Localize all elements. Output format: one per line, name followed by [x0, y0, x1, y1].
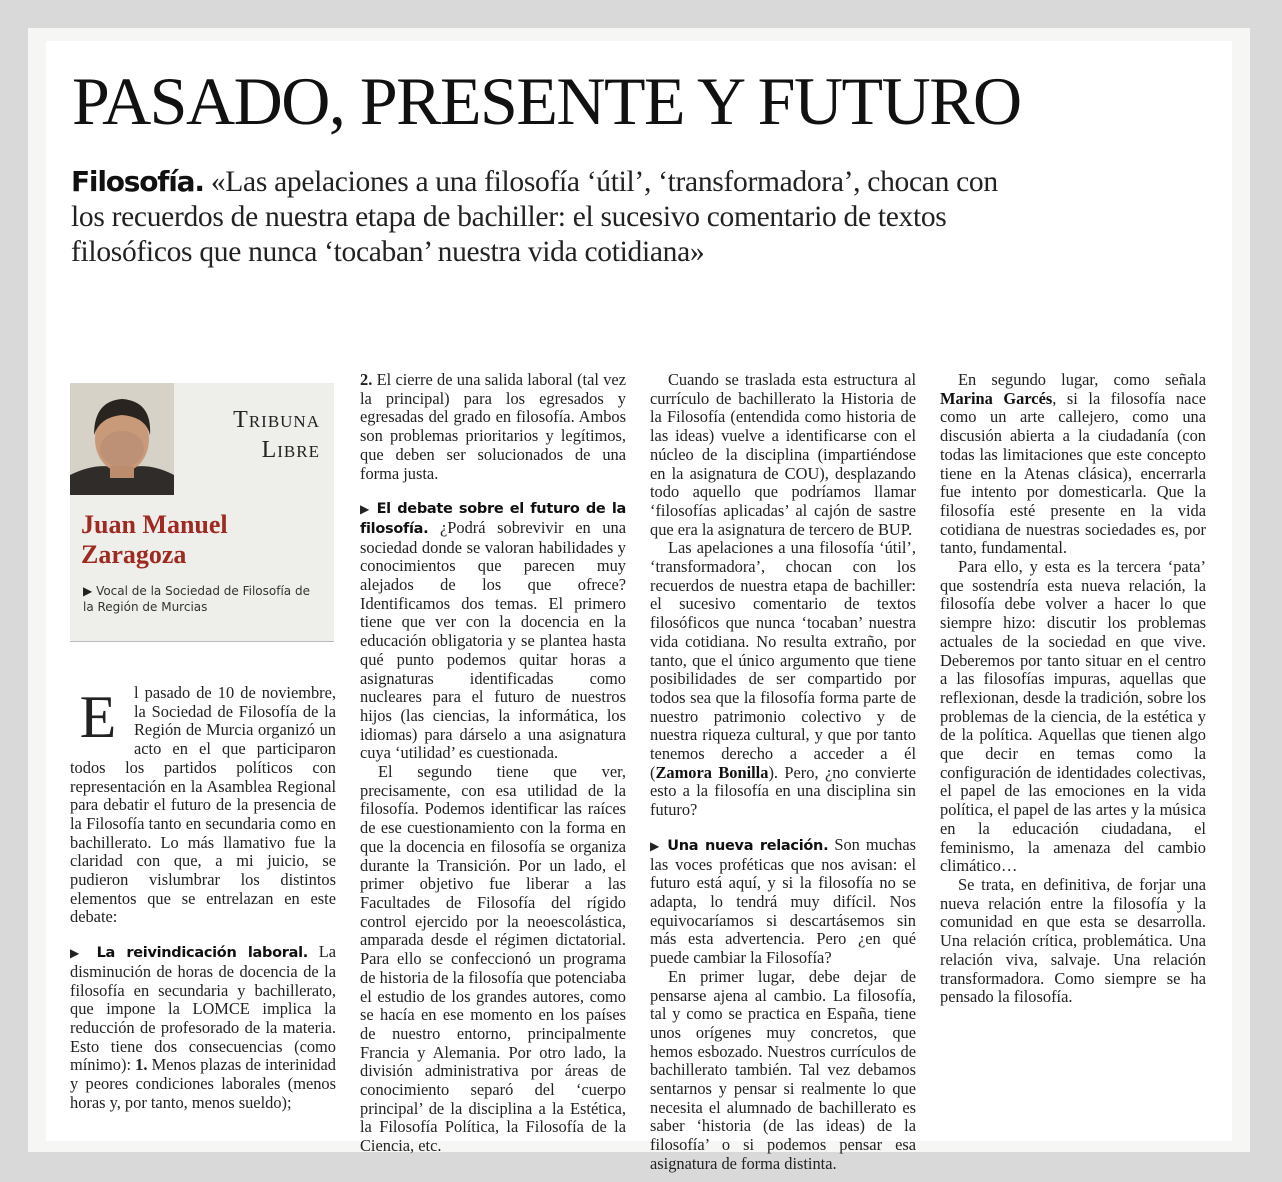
column-4 — [940, 371, 1206, 1007]
section-label-line2: Libre — [261, 437, 320, 463]
paragraph-7 — [650, 836, 916, 968]
author-role-text: Vocal de la Sociedad de Filosofía de la Región de Murcias — [83, 584, 310, 614]
column-2 — [360, 371, 626, 1156]
paragraph-11: Se trata, en definitiva, de forjar una nueva relación entre la filosofía y la comunidad en que esta se desarrolla. Una relación crítica, problemática. Una relación viva, salvaje. Una relación transformadora. Como siempre se ha pensado la filosofía. — [940, 874, 1206, 1007]
paragraph-3-text: ¿Podrá sobrevivir en una sociedad donde se valoran habilidades y conocimientos que parecen muy alejados de los que ofrece? Identificamos dos temas. El primero tiene que ver con la docencia en la educación obligatoria y se plantea hasta qué punto podemos quitar horas a asignaturas identificadas como nucleares para el futuro de nuestros hijos (las ciencias, la informática, los idiomas) para dárselo a una asignatura cuya ‘utilidad’ es cuestionada. — [360, 517, 626, 763]
paragraph-4: El segundo tiene que ver, precisamente, con esa utilidad de la filosofía. Podemos identificar las raíces de ese cuestionamiento con la forma en que la docencia en filosofía se organiza durante la Transición. Por un lado, el primer objetivo fue liberar a las Facultades de Filosofía del rígido control ejercido por la neoescolástica, amparada desde el régimen dictatorial. Para ello se confeccionó un programa de historia de la filosofía que potenciaba el estudio de los grandes autores, como se hacía en ese momento en los países de nuestro entorno, principalmente Francia y Alemania. Por otro lado, la división administrativa por áreas de conocimiento separó del ‘cuerpo principal’ de la disciplina a la Estética, la Filosofía Política, la Filosofía de la Ciencia, etc. — [360, 762, 626, 1156]
column-3 — [650, 371, 916, 1174]
arrow-right-icon: ▶ — [70, 946, 86, 961]
column-1 — [70, 684, 336, 1112]
paragraph-9 — [940, 371, 1206, 558]
subheading-2: El debate sobre el futuro de la filosofía. — [360, 501, 626, 537]
author-photo — [70, 383, 174, 495]
paragraph-2-cont — [360, 371, 626, 483]
drop-cap: E — [79, 684, 117, 750]
headline: PASADO, PRESENTE Y FUTURO — [72, 63, 1021, 139]
paragraph-9-text-b: , si la filosofía nace como un arte callejero, como una discusión abierta a la ciudadanía (con todas las limitaciones que este concepto tiene en la Atenas clásica), encerrarla fue intento por domesticarla. Que la filosofía esté presente en la vida cotidiana de nuestras sociedades es, por tanto, fundamental. — [940, 388, 1206, 558]
paragraph-2-text: La disminución de horas de docencia de la filosofía en secundaria y bachillerato, que impone la LOMCE implica la reducción de profesorado de la materia. Esto tiene dos consecuencias (como mínimo): — [70, 942, 336, 1075]
paragraph-10: Para ello, y esta es la tercera ‘pata’ que sostendría esta nueva relación, la filosofía debe volver a hacer lo que siempre hizo: discutir los problemas actuales de la sociedad en que vive. Deberemos por tanto situar en el centro a las filosofías impuras, aquellas que reflexionan, desde la tradición, sobre los problemas de la ciencia, de la estética y de la política. Aquellas que tienen algo que decir en temas como la configuración de identidades colectivas, el papel de las emociones en la vida política, el papel de las artes y la música en la educación ciudadana, el feminismo, la amenaza del cambio climático… — [940, 557, 1206, 876]
paragraph-7-text: Son muchas las voces proféticas que nos avisan: el futuro está aquí, y si la filosofía no se adapta, lo tendrá muy difícil. Nos equivocaríamos si descartásemos sin más esta advertencia. Pero ¿en qué puede cambiar la Filosofía? — [650, 834, 916, 968]
section-label-line1: Tribuna — [233, 407, 320, 433]
deck-quote — [71, 164, 1001, 270]
author-name-line2: Zaragoza — [81, 540, 187, 569]
paragraph-3 — [360, 499, 626, 763]
list-number-1: 1. — [135, 1055, 148, 1075]
list-number-2: 2. — [360, 370, 373, 389]
author-name-line1: Juan Manuel — [81, 510, 228, 539]
paragraph-8: En primer lugar, debe dejar de pensarse ajena al cambio. La filosofía, tal y como se practica en España, tiene unos orígenes muy concretos, que hemos esbozado. Nuestros currículos de bachillerato también. Tal vez debamos sentarnos y pensar si realmente lo que necesita el alumnado de bachillerato es saber ‘historia (de las ideas) de la filosofía’ o si podemos pensar esa asignatura de forma distinta. — [650, 966, 916, 1173]
author-role — [83, 583, 323, 615]
arrow-right-icon: ▶ — [650, 838, 662, 853]
author-name — [81, 510, 228, 570]
arrow-right-icon: ▶ — [360, 502, 371, 517]
section-label — [214, 405, 320, 465]
paragraph-6-text: Las apelaciones a una filosofía ‘útil’, ‘transformadora’, chocan con los recuerdos de nuestra etapa de bachiller: el sucesivo comentario de textos filosóficos que nunca ‘tocaban’ nuestra vida cotidiana. No resulta extraño, por tanto, que el único argumento que tiene posibilidades de ser compartido por todos sea que la filosofía forma parte de nuestro patrimonio colectivo y de nuestra riqueza cultural, y que por tanto tenemos derecho a acceder a él ( — [650, 538, 916, 782]
subheading-3: Una nueva relación. — [667, 837, 829, 854]
cited-name-garces: Marina Garcés — [940, 388, 1053, 408]
subheading-1: La reivindicación laboral. — [96, 945, 308, 962]
paragraph-6 — [650, 539, 916, 820]
byline-box — [70, 383, 334, 642]
arrow-right-icon: ▶ — [83, 584, 93, 598]
paragraph-1: l pasado de 10 de noviembre, la Sociedad de Filosofía de la Región de Murcia organizó un acto en el que participaron todos los partidos políticos con representación en la Asamblea Regional para debatir el futuro de la presencia de la Filosofía tanto en secundaria como en bachillerato. Lo más llamativo fue la claridad con que, a mi juicio, se pudieron vislumbrar los distintos elementos que se entrelazan en este debate: — [70, 683, 336, 927]
deck-text: «Las apelaciones a una filosofía ‘útil’, ‘transformadora’, chocan con los recuerdos de nuestra etapa de bachiller: el sucesivo comentario de textos filosóficos que nunca ‘tocaban’ nuestra vida cotidiana» — [71, 166, 998, 268]
cited-name-zamora: Zamora Bonilla — [655, 762, 769, 782]
paragraph-6-text-b: ). Pero, ¿no convierte esto a la filosofía en una disciplina sin futuro? — [650, 762, 916, 820]
paragraph-2-text-c: El cierre de una salida laboral (tal vez la principal) para los egresados y egresadas del grado en filosofía. Ambos son problemas prioritarios y legítimos, que deben ser solucionados de una forma justa. — [360, 370, 626, 483]
paragraph-2-text-b: Menos plazas de interinidad y peores condiciones laborales (menos horas y, por tanto, menos sueldo); — [70, 1055, 336, 1112]
article — [46, 41, 1232, 1173]
deck-lead: Filosofía. — [71, 165, 204, 198]
newspaper-page — [28, 28, 1250, 1173]
paragraph-2 — [70, 943, 336, 1112]
paragraph-9-text: En segundo lugar, como señala — [958, 370, 1206, 389]
paragraph-5: Cuando se traslada esta estructura al currículo de bachillerato la Historia de la Filosofía (entendida como historia de las ideas) vuelve a identificarse con el núcleo de la disciplina (impartiéndose en la asignatura de COU), desplazando todo aquello que podríamos llamar ‘filosofías aplicadas’ al cajón de sastre que era la asignatura de tercero de BUP. — [650, 370, 916, 539]
